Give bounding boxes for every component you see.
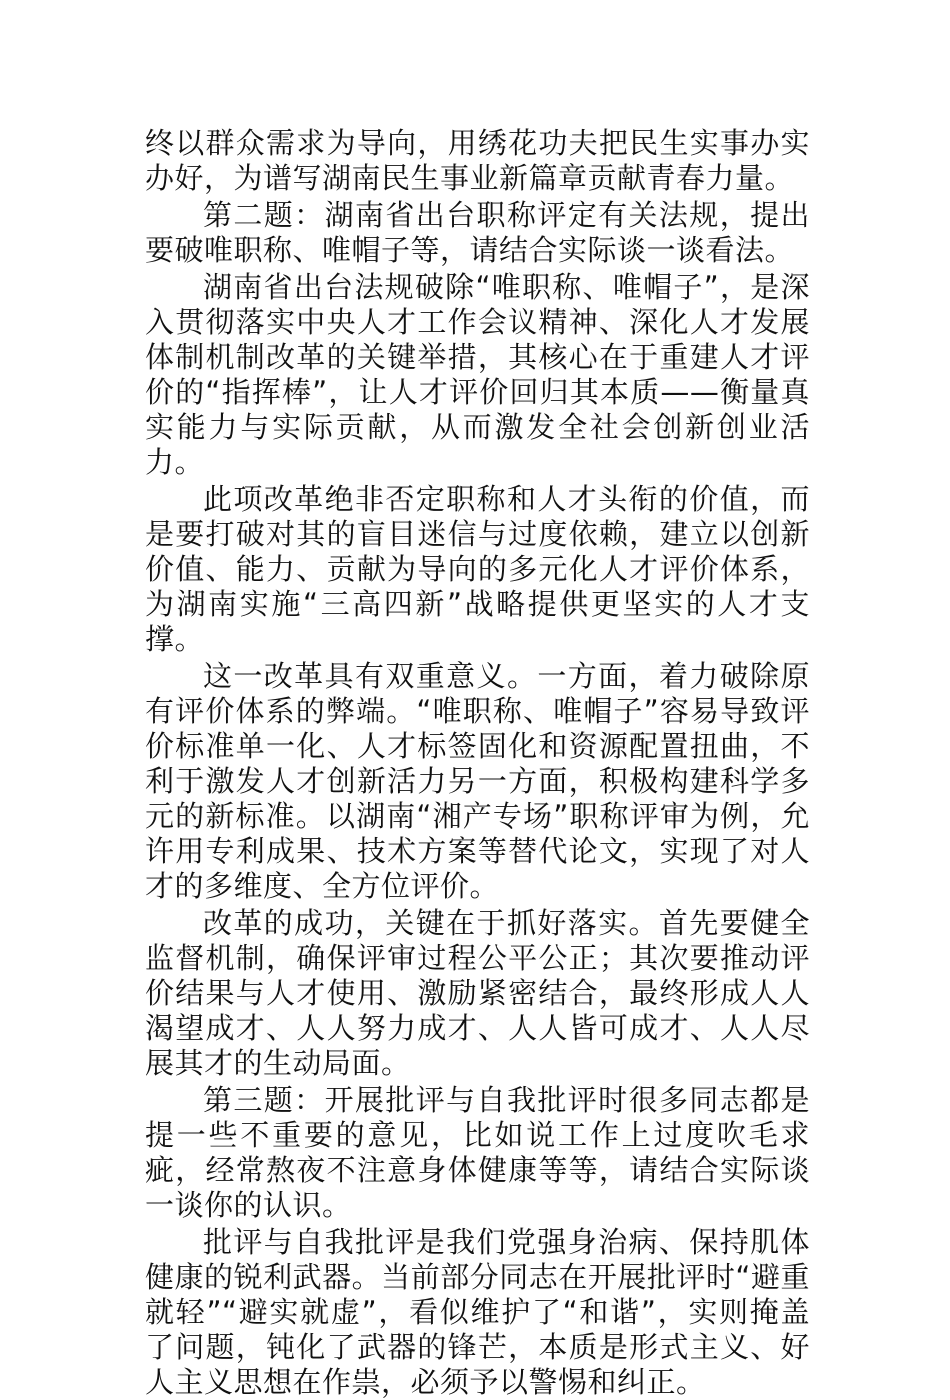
answer-2-paragraph-4: 改革的成功，关键在于抓好落实。首先要健全监督机制，确保评审过程公平公正；其次要推动评价结果与人才使用、激励紧密结合，最终形成人人渴望成才、人人努力成才、人人皆可成才、人人尽展其才的生动局面。 [145, 906, 810, 1080]
document-body [145, 126, 810, 1400]
continuation-paragraph: 终以群众需求为导向，用绣花功夫把民生实事办实办好，为谱写湖南民生事业新篇章贡献青春力量。 [145, 126, 810, 195]
answer-2-paragraph-3: 这一改革具有双重意义。一方面，着力破除原有评价体系的弊端。“唯职称、唯帽子”容易导致评价标准单一化、人才标签固化和资源配置扭曲，不利于激发人才创新活力另一方面，积极构建科学多元的新标准。以湖南“湘产专场”职称评审为例，允许用专利成果、技术方案等替代论文，实现了对人才的多维度、全方位评价。 [145, 659, 810, 903]
answer-2-paragraph-1: 湖南省出台法规破除“唯职称、唯帽子”，是深入贯彻落实中央人才工作会议精神、深化人才发展体制机制改革的关键举措，其核心在于重建人才评价的“指挥棒”，让人才评价回归其本质——衡量真实能力与实际贡献，从而激发全社会创新创业活力。 [145, 270, 810, 479]
question-3-heading: 第三题：开展批评与自我批评时很多同志都是提一些不重要的意见，比如说工作上过度吹毛求疵，经常熬夜不注意身体健康等等，请结合实际谈一谈你的认识。 [145, 1083, 810, 1222]
answer-3-paragraph-1: 批评与自我批评是我们党强身治病、保持肌体健康的锐利武器。当前部分同志在开展批评时“避重就轻”“避实就虚”，看似维护了“和谐”，实则掩盖了问题，钝化了武器的锋芒，本质是形式主义、好人主义思想在作祟，必须予以警惕和纠正。 [145, 1225, 810, 1399]
question-2-heading: 第二题：湖南省出台职称评定有关法规，提出要破唯职称、唯帽子等，请结合实际谈一谈看法。 [145, 198, 810, 267]
answer-2-paragraph-2: 此项改革绝非否定职称和人才头衔的价值，而是要打破对其的盲目迷信与过度依赖，建立以创新价值、能力、贡献为导向的多元化人才评价体系，为湖南实施“三高四新”战略提供更坚实的人才支撑。 [145, 482, 810, 656]
